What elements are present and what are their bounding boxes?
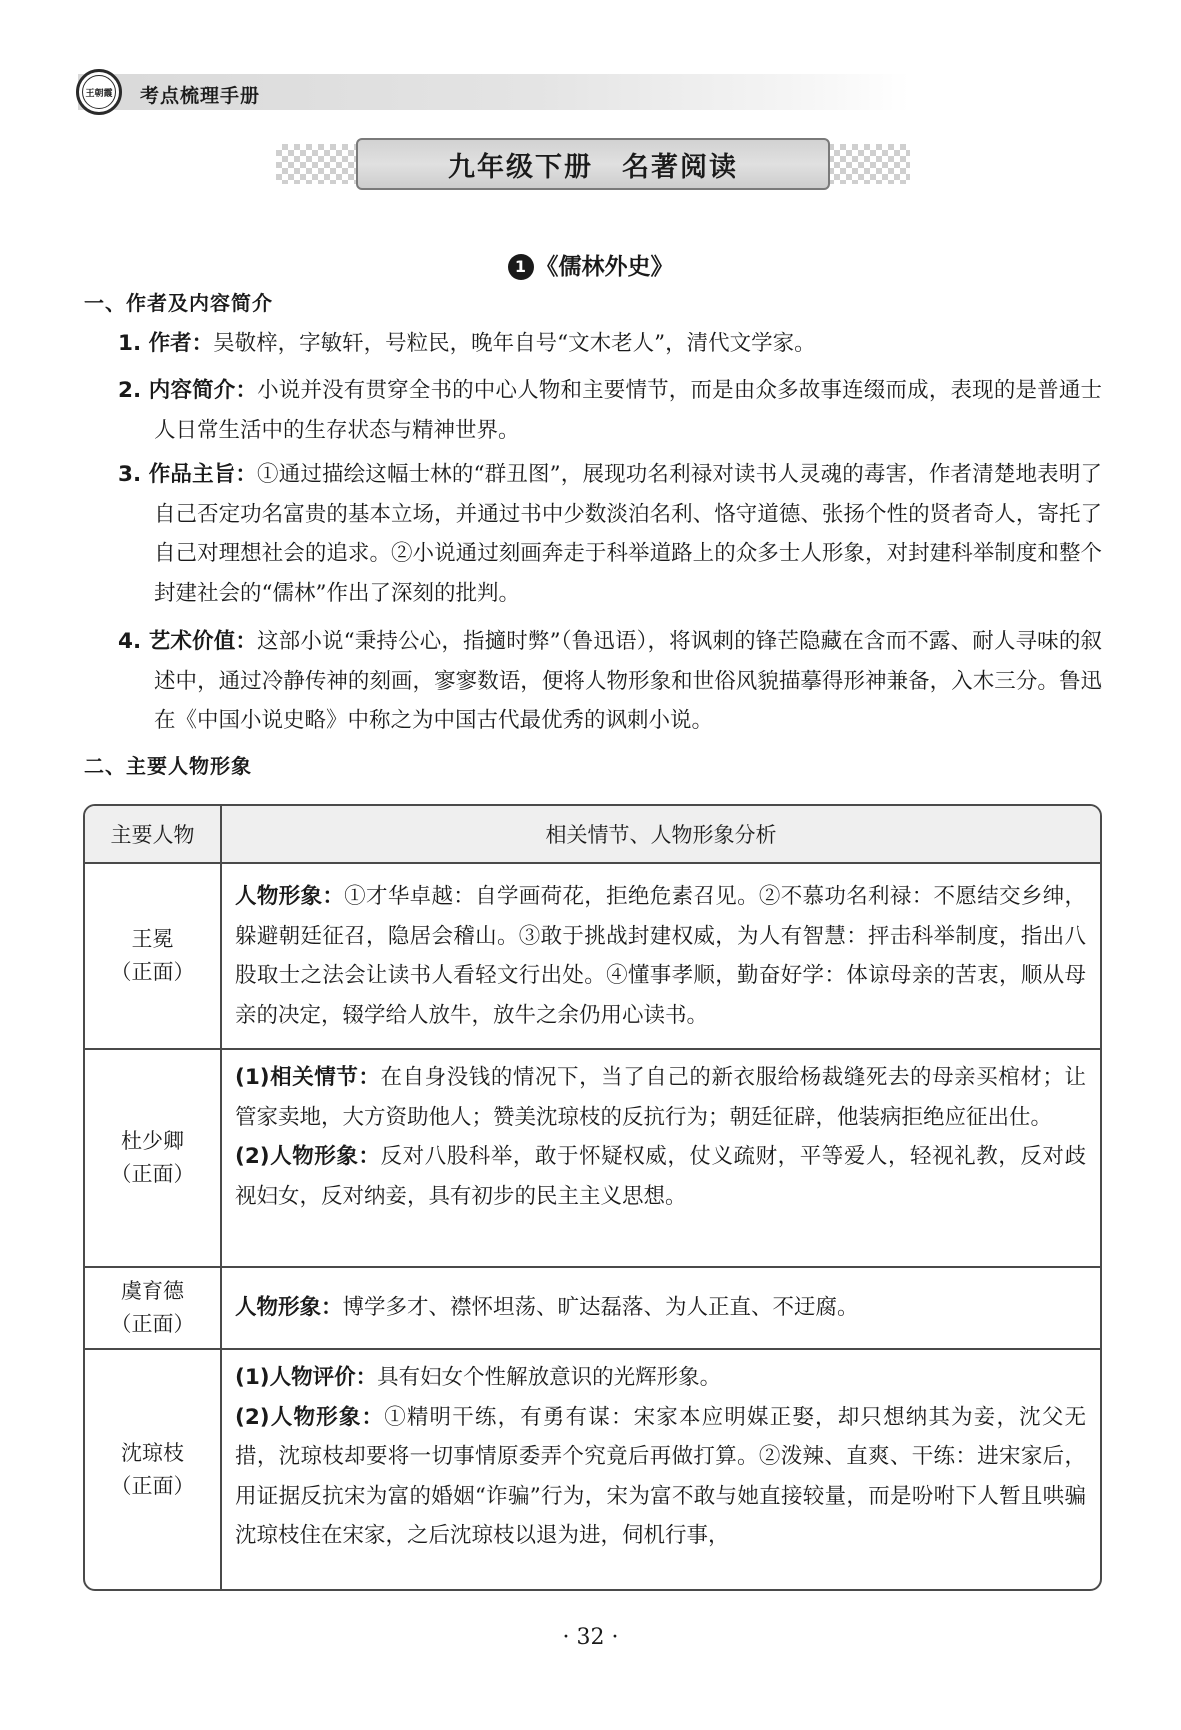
character-analysis (235, 1288, 1086, 1328)
character-name: 杜少卿 (121, 1129, 184, 1153)
character-analysis (235, 877, 1086, 1035)
header-title: 考点梳理手册 (140, 85, 261, 107)
analysis-paragraph (235, 1288, 1086, 1328)
section-heading-characters: 二、主要人物形象 (84, 754, 252, 778)
analysis-paragraph (235, 1137, 1086, 1216)
character-name-cell (85, 1268, 222, 1348)
analysis-text: ①才华卓越：自学画荷花，拒绝危素召见。②不慕功名利禄：不愿结交乡绅，躲避朝廷征召，隐居会稽山。③敢于挑战封建权威，为人有智慧：抨击科举制度，指出八股取士之法会让读书人看轻文行出处。④懂事孝顺，勤奋好学：体谅母亲的苦衷，顺从母亲的决定，辍学给人放牛，放牛之余仍用心读书。 (235, 884, 1086, 1028)
book-number-badge: 1 (508, 254, 534, 280)
intro-item-text: ①通过描绘这幅士林的“群丑图”，展现功名利禄对读书人灵魂的毒害，作者清楚地表明了自己否定功名富贵的基本立场，并通过书中少数淡泊名利、恪守道德、张扬个性的贤者奇人，寄托了自己对理想社会的追求。②小说通过刻画奔走于科举道路上的众多士人形象，对封建科举制度和整个封建社会的“儒林”作出了深刻的批判。 (154, 462, 1102, 606)
table-header-row (85, 806, 1100, 864)
book-title (0, 248, 1181, 281)
analysis-text: 博学多才、襟怀坦荡、旷达磊落、为人正直、不迂腐。 (342, 1295, 859, 1320)
character-name: 王冕 (131, 927, 174, 951)
table-row (85, 1350, 1100, 1589)
character-tag: （正面） (110, 960, 195, 984)
character-name: 虞育德 (121, 1279, 184, 1303)
intro-item-label: 3. 作品主旨： (118, 462, 258, 487)
analysis-text: 具有妇女个性解放意识的光辉形象。 (377, 1365, 722, 1390)
page-title: 九年级下册 名著阅读 (356, 138, 830, 190)
analysis-paragraph (235, 877, 1086, 1035)
analysis-text: 反对八股科举，敢于怀疑权威，仗义疏财，平等爱人，轻视礼教，反对歧视妇女，反对纳妾，具有初步的民主主义思想。 (235, 1144, 1086, 1209)
character-name-cell (85, 864, 222, 1048)
page-number: · 32 · (562, 1625, 619, 1650)
intro-item-artistic-value (118, 622, 1102, 741)
table-header-analysis: 相关情节、人物形象分析 (545, 823, 777, 847)
analysis-label: 人物形象： (235, 1295, 343, 1320)
intro-item-summary (118, 371, 1102, 450)
intro-item-theme (118, 455, 1102, 613)
character-analysis (235, 1058, 1086, 1216)
book-title-text: 《儒林外史》 (535, 254, 674, 280)
table-row (85, 1268, 1100, 1350)
analysis-label: (2)人物形象： (235, 1404, 385, 1430)
character-tag: （正面） (110, 1312, 195, 1336)
intro-item-text: 小说并没有贯穿全书的中心人物和主要情节，而是由众多故事连缀而成，表现的是普通士人日常生活中的生存状态与精神世界。 (154, 378, 1102, 443)
character-name: 沈琼枝 (121, 1440, 184, 1465)
analysis-text: ①精明干练，有勇有谋：宋家本应明媒正娶，却只想纳其为妾，沈父无措，沈琼枝却要将一切事情原委弄个究竟后再做打算。②泼辣、直爽、干练：进宋家后，用证据反抗宋为富的婚姻“诈骗”行为，宋为富不敢与她直接较量，而是吩咐下人暂且哄骗沈琼枝住在宋家，之后沈琼枝以退为进，伺机行事， (235, 1404, 1086, 1548)
character-name-cell (85, 1350, 222, 1589)
intro-item-author (118, 324, 1102, 364)
analysis-paragraph (235, 1358, 1086, 1398)
analysis-label: (2)人物形象： (235, 1144, 381, 1169)
character-analysis (235, 1358, 1086, 1556)
character-name-cell (85, 1050, 222, 1266)
table-row (85, 1050, 1100, 1268)
logo-text: 王朝霞 (82, 75, 116, 109)
intro-item-label: 2. 内容简介： (118, 378, 258, 403)
character-tag: （正面） (110, 1162, 195, 1186)
analysis-label: (1)人物评价： (235, 1365, 378, 1390)
analysis-paragraph (235, 1398, 1086, 1556)
analysis-text: 在自身没钱的情况下，当了自己的新衣服给杨裁缝死去的母亲买棺材；让管家卖地，大方资助他人；赞美沈琼枝的反抗行为；朝廷征辟，他装病拒绝应征出仕。 (235, 1065, 1086, 1130)
publisher-logo (76, 69, 122, 115)
section-heading-intro: 一、作者及内容简介 (84, 291, 273, 315)
intro-item-label: 4. 艺术价值： (118, 629, 258, 654)
intro-item-label: 1. 作者： (118, 331, 214, 356)
table-row (85, 864, 1100, 1050)
character-tag: （正面） (110, 1473, 195, 1498)
intro-item-text: 这部小说“秉持公心，指擿时弊”（鲁迅语），将讽刺的锋芒隐藏在含而不露、耐人寻味的叙述中，通过冷静传神的刻画，寥寥数语，便将人物形象和世俗风貌描摹得形神兼备，入木三分。鲁迅在《中国小说史略》中称之为中国古代最优秀的讽刺小说。 (154, 629, 1102, 733)
analysis-paragraph (235, 1058, 1086, 1137)
analysis-label: (1)相关情节： (235, 1065, 381, 1090)
analysis-label: 人物形象： (235, 884, 345, 909)
title-banner (276, 138, 910, 190)
table-header-character: 主要人物 (85, 806, 222, 862)
character-table (83, 804, 1102, 1591)
intro-item-text: 吴敬梓，字敏轩，号粒民，晚年自号“文木老人”，清代文学家。 (213, 331, 816, 356)
